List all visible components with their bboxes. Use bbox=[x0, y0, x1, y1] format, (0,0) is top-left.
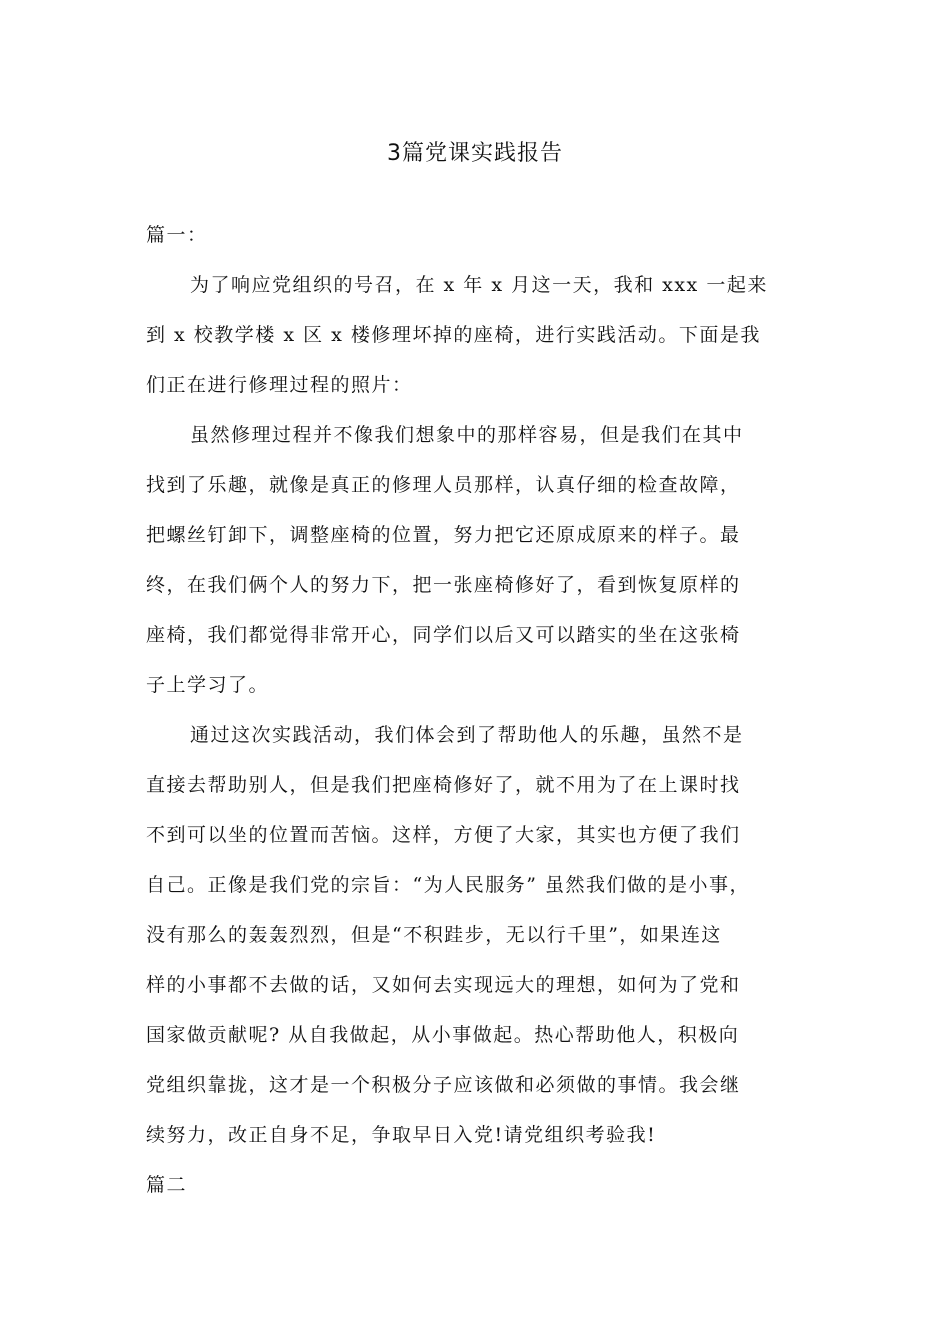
paragraph-line: 座椅，我们都觉得非常开心，同学们以后又可以踏实的坐在这张椅 bbox=[146, 624, 741, 646]
paragraph-line: 国家做贡献呢? 从自我做起，从小事做起。热心帮助他人，积极向 bbox=[146, 1024, 740, 1046]
paragraph-line: 直接去帮助别人，但是我们把座椅修好了，就不用为了在上课时找 bbox=[146, 774, 741, 796]
paragraph-line: 们正在进行修理过程的照片： bbox=[146, 374, 413, 396]
paragraph-line: 党组织靠拢，这才是一个积极分子应该做和必须做的事情。我会继 bbox=[146, 1074, 741, 1096]
paragraph-line: 没有那么的轰轰烈烈，但是“不积跬步，无以行千里”，如果连这 bbox=[146, 924, 722, 946]
paragraph-line: 终，在我们俩个人的努力下，把一张座椅修好了，看到恢复原样的 bbox=[146, 574, 741, 596]
section-heading-2: 篇二 bbox=[146, 1174, 188, 1196]
paragraph-line: 子上学习了。 bbox=[146, 674, 270, 696]
paragraph-line: 找到了乐趣，就像是真正的修理人员那样，认真仔细的检查故障， bbox=[146, 474, 741, 496]
paragraph-line: 到 x 校教学楼 x 区 x 楼修理坏掉的座椅，进行实践活动。下面是我 bbox=[146, 324, 761, 346]
paragraph-line: 续努力，改正自身不足，争取早日入党!请党组织考验我! bbox=[146, 1124, 657, 1146]
paragraph-line: 为了响应党组织的号召，在 x 年 x 月这一天，我和 xxx 一起来 bbox=[190, 274, 768, 296]
paragraph-line: 样的小事都不去做的话，又如何去实现远大的理想，如何为了党和 bbox=[146, 974, 741, 996]
document-title: 3篇党课实践报告 bbox=[387, 141, 563, 166]
paragraph-line: 虽然修理过程并不像我们想象中的那样容易，但是我们在其中 bbox=[190, 424, 744, 446]
paragraph-line: 不到可以坐的位置而苦恼。这样，方便了大家，其实也方便了我们 bbox=[146, 824, 741, 846]
section-heading-1: 篇一： bbox=[146, 224, 208, 246]
document-body bbox=[146, 210, 818, 1210]
paragraph-line: 自己。正像是我们党的宗旨：“为人民服务” 虽然我们做的是小事， bbox=[146, 874, 750, 896]
paragraph-line: 把螺丝钉卸下，调整座椅的位置，努力把它还原成原来的样子。最 bbox=[146, 524, 741, 546]
paragraph-line: 通过这次实践活动，我们体会到了帮助他人的乐趣，虽然不是 bbox=[190, 724, 744, 746]
